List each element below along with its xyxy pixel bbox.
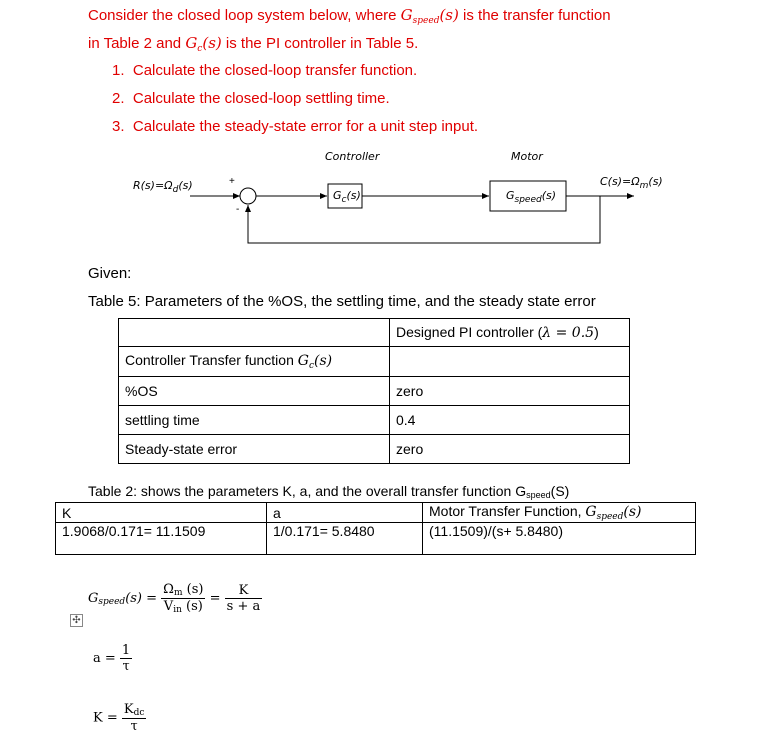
one-over-tau: $\frac{1}{\tau}$: [121, 643, 131, 674]
table5-header-right: Designed PI controller (λ = 0.5): [390, 319, 630, 347]
table5: [118, 318, 630, 464]
table-row: [119, 319, 630, 347]
task-number: 2.: [112, 90, 125, 107]
table-row: [119, 377, 630, 406]
k-over-s-plus-a: $\frac{K}{s + a}$: [226, 583, 261, 614]
table-row: [119, 435, 630, 464]
task-text: Calculate the closed-loop transfer function.: [132, 62, 418, 79]
gc-symbol: $G_c(s)$: [185, 34, 222, 54]
minus-sign: -: [236, 204, 240, 215]
table2-header-tf: Motor Transfer Function, $G_{speed}(s)$: [423, 503, 696, 523]
omega-over-vin: $\frac{\Omega m (s)}{\text{Vin (s)}}$: [163, 582, 204, 615]
table5-cell-label: Steady-state error: [119, 435, 390, 464]
table-row: [56, 523, 696, 555]
gspeed-equation: Gspeed(s) = $\frac{\Omega m (s)}{\text{Vin (s)}}$ = $\frac{K}{s + a}$: [88, 582, 261, 615]
intro-line-2-tail: is the PI controller in Table 5.: [225, 35, 419, 52]
intro-line-1-text: Consider the closed loop system below, where: [88, 7, 397, 24]
table-row: [56, 503, 696, 523]
motor-block-label: $G_{speed}(s)$: [506, 189, 557, 205]
input-label: $R(s)=\Omega_d(s)$: [133, 179, 193, 195]
gspeed-symbol: $G_{speed}(s)$: [400, 6, 459, 26]
table5-cell-value: [390, 347, 630, 377]
kdc-over-tau: $\frac{\text{Kdc}}{\tau}$: [123, 702, 145, 734]
table2: [55, 502, 696, 555]
task-number: 3.: [112, 118, 125, 135]
table-row: [119, 347, 630, 377]
table5-cell-value: zero: [390, 377, 630, 406]
table2-value-a: 1/0.171= 5.8480: [267, 523, 423, 555]
table5-cell-value: zero: [390, 435, 630, 464]
intro-line-1-tail: is the transfer function: [463, 7, 611, 24]
table5-header-left: [119, 319, 390, 347]
a-equation: a = $\frac{1}{\tau}$: [93, 643, 131, 674]
motor-title: Motor: [511, 150, 543, 163]
table-row: [119, 406, 630, 435]
given-label: Given:: [88, 265, 132, 282]
table2-value-k: 1.9068/0.171= 11.1509: [56, 523, 267, 555]
table2-value-tf: (11.1509)/(s+ 5.8480): [423, 523, 696, 555]
K-equation: K = $\frac{\text{Kdc}}{\tau}$: [93, 702, 145, 734]
summing-junction: [240, 188, 256, 204]
block-diagram: [0, 0, 769, 260]
table2-header-k: K: [56, 503, 267, 523]
table5-cell-label: Controller Transfer function $G_c(s)$: [119, 347, 390, 377]
task-number: 1.: [112, 62, 125, 79]
task-text: Calculate the closed-loop settling time.: [132, 90, 390, 107]
intro-line-2-text: in Table 2 and: [88, 35, 182, 52]
table2-caption: Table 2: shows the parameters K, a, and the overall transfer function Gspeed(S): [88, 483, 570, 500]
table5-cell-value: 0.4: [390, 406, 630, 435]
controller-block-label: $G_c(s)$: [333, 189, 361, 205]
output-label: $C(s)=\Omega_m(s)$: [600, 175, 663, 191]
move-handle-icon[interactable]: ✣: [70, 614, 83, 627]
table2-header-a: a: [267, 503, 423, 523]
controller-title: Controller: [325, 150, 380, 163]
task-text: Calculate the steady-state error for a unit step input.: [132, 118, 479, 135]
table5-cell-label: %OS: [119, 377, 390, 406]
table5-caption: Table 5: Parameters of the %OS, the settling time, and the steady state error: [88, 293, 596, 310]
table5-cell-label: settling time: [119, 406, 390, 435]
plus-sign: +: [229, 176, 235, 187]
